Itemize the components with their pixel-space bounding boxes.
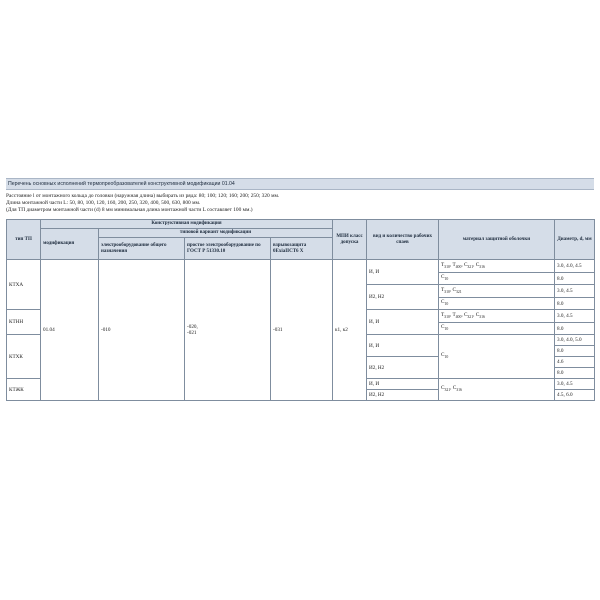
header-explosion: взрывозащита 0ExiaIICT6 X: [271, 238, 333, 260]
diameter-cell: 3.0, 4.5: [555, 285, 595, 298]
junction-cell: И, И: [367, 379, 439, 390]
material-cell: $С_{321}$, $С_{316}$: [439, 379, 555, 401]
note-line: Расстояние l от монтажного кольца до головки (наружная длина) выбирать из ряда: 80; 100; 120; 160; 200; 250; 320 мм.: [6, 193, 280, 199]
header-diameter: Диаметр, d, мм: [555, 220, 595, 260]
notes: [6, 190, 594, 219]
note-line: (Для ТП диаметром монтажной части (d) 8 мм минимальная длина монтажной части L составляет 100 мм.): [6, 207, 253, 214]
material-cell: $С_{10}$: [439, 335, 555, 379]
header-junctions: вид и количество рабочих спаев: [367, 220, 439, 260]
diameter-cell: 3.0, 4.5: [555, 310, 595, 323]
header-type: тип ТП: [7, 220, 41, 260]
modification-table: [6, 219, 595, 401]
header-general: электрооборудование общего назначения: [99, 238, 185, 260]
mpi-cell: к1, к2: [333, 260, 367, 401]
diameter-cell: 8.0: [555, 346, 595, 357]
explosion-cell: -031: [271, 260, 333, 401]
header-modification: модификация: [41, 229, 99, 260]
junction-cell: И2, Н2: [367, 357, 439, 379]
type-cell: КТХК: [7, 335, 41, 379]
diameter-cell: 8.0: [555, 298, 595, 310]
material-cell: $С_{10}$: [439, 298, 555, 310]
diameter-cell: 3.0, 4.0, 5.0: [555, 335, 595, 346]
material-cell: $Т_{310}$, $С_{321}$: [439, 285, 555, 298]
header-typical: типовой вариант модификации: [99, 229, 333, 238]
type-cell: КТЖК: [7, 379, 41, 401]
material-cell: $С_{10}$: [439, 323, 555, 335]
note-line: Длина монтажной части L: 50, 80, 100, 120, 160, 200, 250, 320, 400, 500, 630, 800 мм.: [6, 200, 201, 207]
header-constructive: Конструктивная модификация: [41, 220, 333, 229]
diameter-cell: 8.0: [555, 323, 595, 335]
diameter-cell: 4.6: [555, 357, 595, 368]
junction-cell: И, И: [367, 310, 439, 335]
diameter-cell: 4.5, 6.0: [555, 390, 595, 401]
junction-cell: И, И: [367, 335, 439, 357]
junction-cell: И2, Н2: [367, 285, 439, 310]
table-title: Перечень основных исполнений термопреобразователей конструктивной модификации 01.04: [6, 178, 594, 190]
junction-cell: И, И: [367, 260, 439, 285]
general-cell: -010: [99, 260, 185, 401]
diameter-cell: 3.0, 4.5: [555, 379, 595, 390]
diameter-cell: 8.0: [555, 368, 595, 379]
document: [6, 178, 594, 401]
header-material: материал защитной оболочки: [439, 220, 555, 260]
simple-cell: -020, -021: [185, 260, 271, 401]
diameter-cell: 8.0: [555, 273, 595, 285]
material-cell: $Т_{310}$, $Т_{400}$, $С_{321}$, $С_{316}$: [439, 260, 555, 273]
header-mpi: МПИ класс допуска: [333, 220, 367, 260]
diameter-cell: 3.0, 4.0, 4.5: [555, 260, 595, 273]
header-simple: простое электрооборудование по ГОСТ Р 51330.10: [185, 238, 271, 260]
modification-cell: 01.04: [41, 260, 99, 401]
material-cell: $Т_{310}$, $Т_{400}$, $С_{321}$, $С_{316}$: [439, 310, 555, 323]
type-cell: КТНН: [7, 310, 41, 335]
material-cell: $С_{10}$: [439, 273, 555, 285]
type-cell: КТХА: [7, 260, 41, 310]
junction-cell: И2, Н2: [367, 390, 439, 401]
